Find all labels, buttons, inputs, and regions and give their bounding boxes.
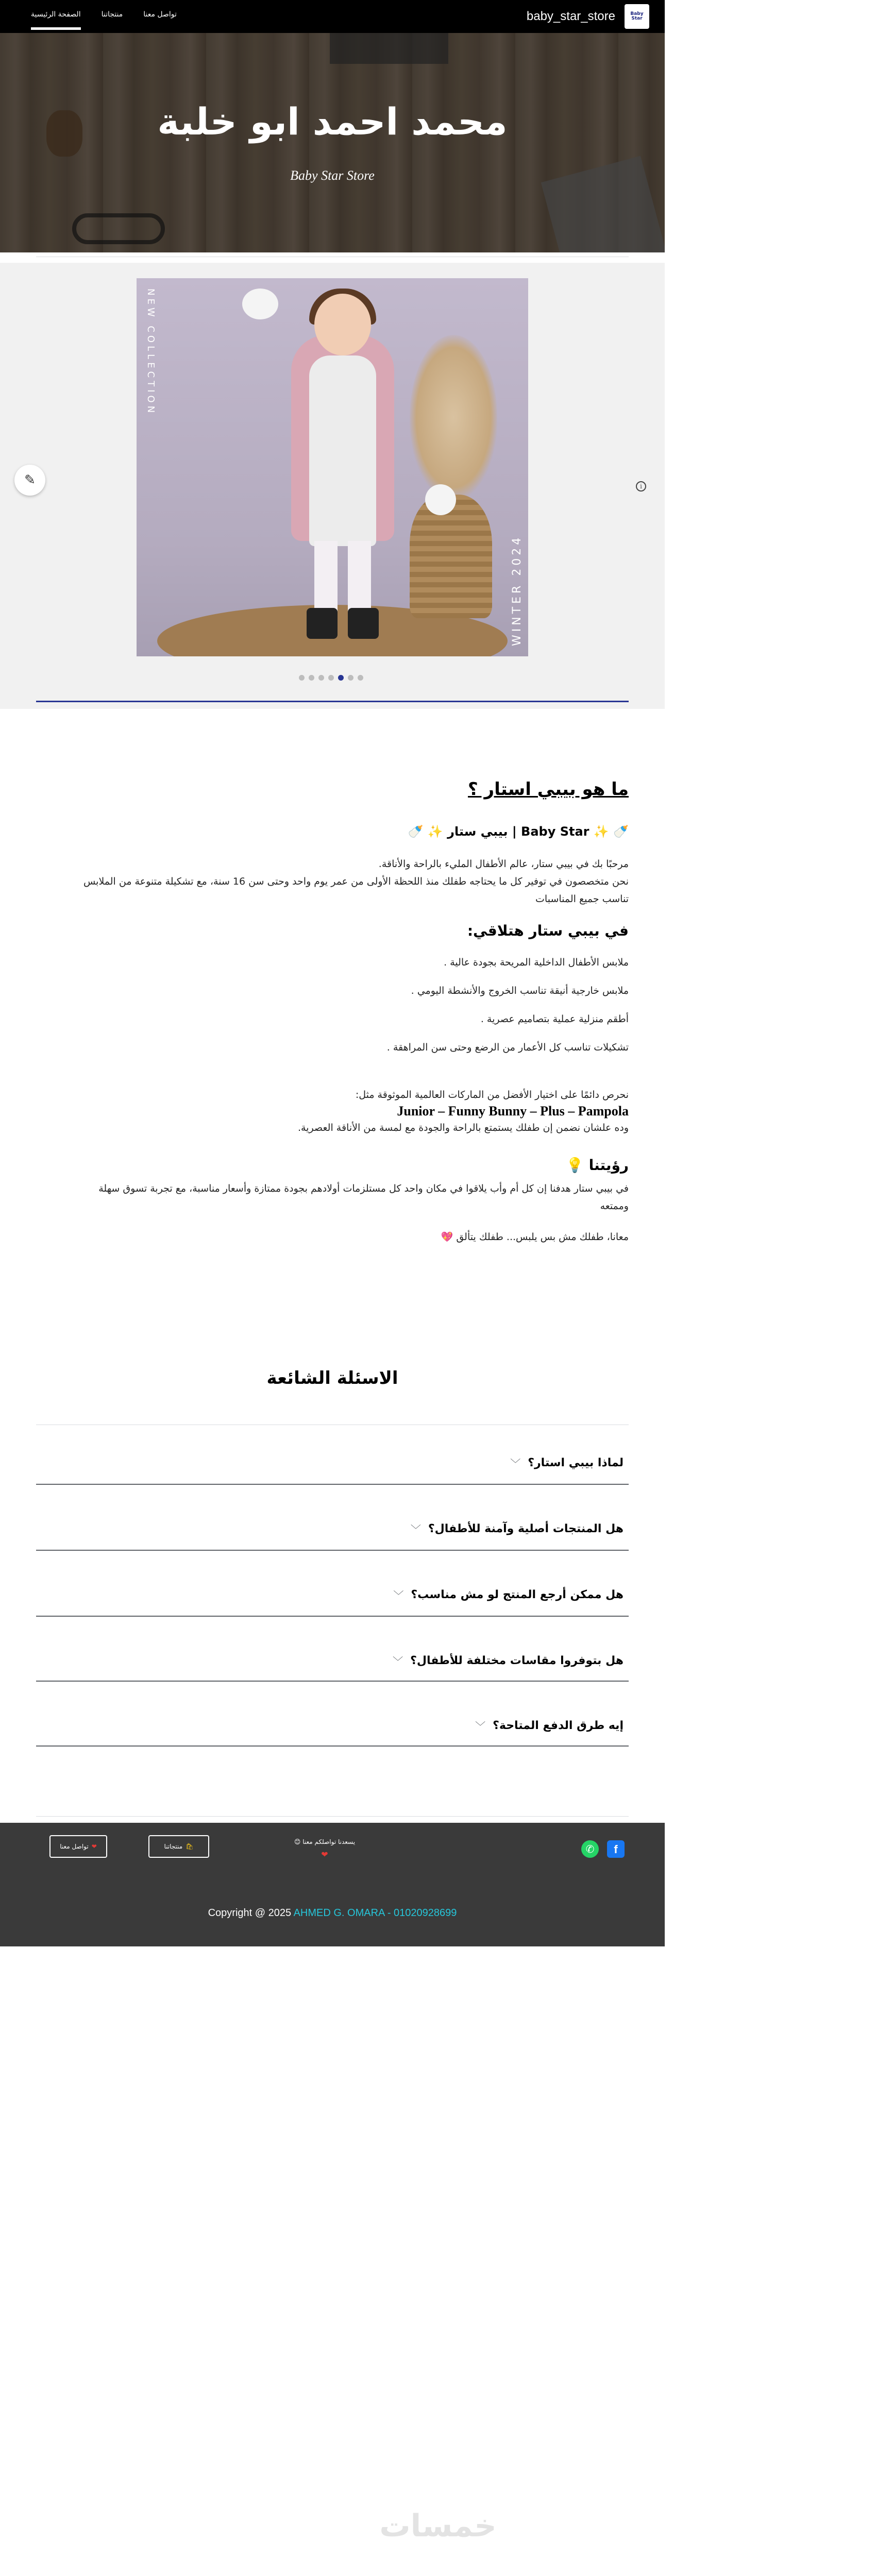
- boot-right: [348, 608, 379, 639]
- faq-question-text: هل المنتجات أصلية وآمنة للأطفال؟: [428, 1522, 624, 1535]
- fur-collar: [242, 289, 278, 319]
- feature-item-text: ملابس خارجية أنيقة تناسب الخروج والأنشطة اليومي .: [411, 985, 629, 996]
- image-carousel: [0, 263, 665, 709]
- boot-left: [307, 608, 338, 639]
- slide-label-new-collection: NEW COLLECTION: [145, 289, 156, 416]
- brand-line: [36, 824, 629, 839]
- girl-dress: [309, 355, 376, 546]
- chevron-down-icon: ﹀: [393, 1655, 403, 1668]
- intro-text-2: نحن متخصصون في توفير كل ما يحتاجه طفلك منذ اللحظة الأولى من عمر يوم واحد وحتى سن 16 سنة، مع تشكيلة متنوعة من الملابس: [83, 876, 629, 887]
- brand-logo[interactable]: Baby Star: [625, 4, 649, 29]
- faq-divider: [36, 1681, 629, 1682]
- find-heading-wrap: [36, 922, 629, 939]
- feature-item-text: أطقم منزلية عملية بتصاميم عصرية .: [480, 1013, 629, 1025]
- carousel-dot[interactable]: [328, 675, 334, 681]
- glasses-decor: [72, 213, 165, 244]
- pampas-grass: [410, 335, 497, 500]
- carousel-dot-active[interactable]: [338, 675, 344, 681]
- carousel-dot[interactable]: [299, 675, 305, 681]
- carousel-prev-button[interactable]: [14, 465, 45, 496]
- brand-name[interactable]: baby_star_store: [526, 9, 615, 23]
- facebook-icon[interactable]: f: [607, 1840, 625, 1858]
- shopping-bag-icon: 🛍: [186, 1843, 194, 1850]
- contact-icon: ❤: [91, 1843, 97, 1850]
- hero-banner: [0, 33, 665, 252]
- basket: [410, 495, 492, 618]
- faq-question-1[interactable]: [36, 1455, 624, 1470]
- faq-question-text: هل بتوفروا مقاسات مختلفة للأطفال؟: [410, 1654, 624, 1667]
- carousel-dot[interactable]: [358, 675, 363, 681]
- faq-divider: [36, 1484, 629, 1485]
- brand[interactable]: [527, 4, 649, 29]
- feature-item: [36, 1013, 629, 1025]
- closing-line: [36, 1228, 629, 1246]
- chevron-down-icon: ﹀: [410, 1523, 421, 1536]
- faq-question-text: هل ممكن أرجع المنتج لو مش مناسب؟: [411, 1588, 624, 1601]
- brands-list: Junior – Funny Bunny – Plus – Pampola: [397, 1104, 629, 1118]
- whatsapp-icon[interactable]: ✆: [581, 1840, 599, 1858]
- vision-text-2: وممتعه: [600, 1200, 629, 1212]
- carousel-dot[interactable]: [309, 675, 314, 681]
- girl-head: [314, 294, 371, 355]
- footer-products-button[interactable]: [148, 1835, 209, 1858]
- faq-divider: [36, 1616, 629, 1617]
- fur-cuff: [425, 484, 456, 515]
- faq-question-5[interactable]: [36, 1718, 624, 1733]
- intro-text-3: تناسب جميع المناسبات: [535, 893, 629, 905]
- faq-question-text: لماذا بيبي استار؟: [528, 1456, 624, 1469]
- faq-title: الاسئلة الشائعة: [266, 1368, 398, 1388]
- brands-note: وده علشان نضمن إن طفلك يستمتع بالراحة والجودة مع لمسة من الأناقة العصرية.: [298, 1122, 629, 1133]
- top-navbar: [0, 0, 665, 33]
- hero-title: محمد احمد ابو خلبة: [157, 100, 508, 143]
- intro-block: [36, 855, 629, 908]
- faq-question-2[interactable]: [36, 1521, 624, 1536]
- author-link[interactable]: AHMED G. OMARA: [293, 1907, 385, 1919]
- vision-text-1: في بيبي ستار هدفنا إن كل أم وأب يلاقوا في مكان واحد كل مستلزمات أولادهم بجودة ممتازة وأسعار مناسبة، مع تجربة تسوق سهلة: [98, 1183, 629, 1194]
- pencil-icon: ✎: [24, 472, 36, 488]
- vision-heading: رؤيتنا 💡: [565, 1157, 629, 1174]
- info-icon[interactable]: i: [636, 481, 646, 492]
- faq-divider: [36, 1745, 629, 1747]
- about-heading: ما هو بيبي استار ؟: [467, 779, 629, 800]
- heart-icon: ❤: [321, 1850, 328, 1859]
- feature-item: [36, 985, 629, 996]
- hero-subtitle: Baby Star Store: [290, 168, 375, 183]
- feature-item-text: ملابس الأطفال الداخلية المريحة بجودة عالية .: [444, 957, 629, 968]
- brand-tagline: 🍼 ✨ Baby Star | بيبي ستار ✨ 🍼: [408, 824, 629, 839]
- closing-text: معانا، طفلك مش بس يلبس... طفلك يتألق 💖: [441, 1231, 629, 1243]
- phone-link[interactable]: 01020928699: [394, 1907, 457, 1919]
- carousel-dot[interactable]: [348, 675, 353, 681]
- copyright: Copyright @ 2025 AHMED G. OMARA - 01020928699: [208, 1907, 457, 1919]
- footer: [0, 1823, 665, 1946]
- nav-links: [31, 0, 177, 33]
- carousel-slide-image[interactable]: [137, 278, 528, 656]
- chevron-down-icon: ﹀: [475, 1720, 486, 1733]
- vision-block: [36, 1180, 629, 1215]
- faq-question-text: إيه طرق الدفع المتاحة؟: [493, 1719, 624, 1732]
- faq-question-4[interactable]: [36, 1653, 624, 1668]
- footer-contact-button[interactable]: [49, 1835, 107, 1858]
- copyright-text: Copyright @ 2025: [208, 1907, 292, 1919]
- laptop-decor: [330, 33, 448, 64]
- brands-intro: نحرص دائمًا على اختيار الأفضل من الماركات العالمية الموثوقة مثل:: [355, 1089, 629, 1100]
- nav-link-products[interactable]: منتجاتنا: [101, 10, 123, 19]
- footer-message: [268, 1838, 381, 1859]
- feature-item-text: تشكيلات تناسب كل الأعمار من الرضع وحتى سن المراهقة .: [386, 1042, 629, 1053]
- nav-link-home[interactable]: الصفحة الرئيسية: [31, 0, 81, 33]
- footer-products-label: منتجاتنا: [164, 1843, 183, 1850]
- chevron-down-icon: ﹀: [510, 1458, 521, 1470]
- brands-block: [36, 1086, 629, 1137]
- slide-label-winter: WINTER 2024: [511, 534, 524, 646]
- intro-text-1: مرحبًا بك في بيبي ستار، عالم الأطفال المليء بالراحة والأناقة.: [378, 858, 629, 870]
- divider: [36, 1816, 629, 1817]
- watermark-logo: خمسات: [379, 2508, 497, 2544]
- accent-line: [36, 701, 629, 702]
- carousel-dot[interactable]: [318, 675, 324, 681]
- feature-item: [36, 957, 629, 968]
- chevron-down-icon: ﹀: [393, 1589, 404, 1602]
- faq-divider: [36, 1550, 629, 1551]
- nav-link-contact[interactable]: تواصل معنا: [143, 10, 177, 19]
- find-heading: في بيبي ستار هتلاقي:: [467, 922, 629, 939]
- carousel-dots: [299, 675, 363, 681]
- footer-message-text: يسعدنا تواصلكم معنا 😊: [294, 1838, 356, 1845]
- about-title: [36, 779, 629, 800]
- footer-contact-label: تواصل معنا: [60, 1843, 89, 1850]
- feature-item: [36, 1042, 629, 1053]
- vision-heading-wrap: [36, 1157, 629, 1174]
- faq-question-3[interactable]: [36, 1587, 624, 1602]
